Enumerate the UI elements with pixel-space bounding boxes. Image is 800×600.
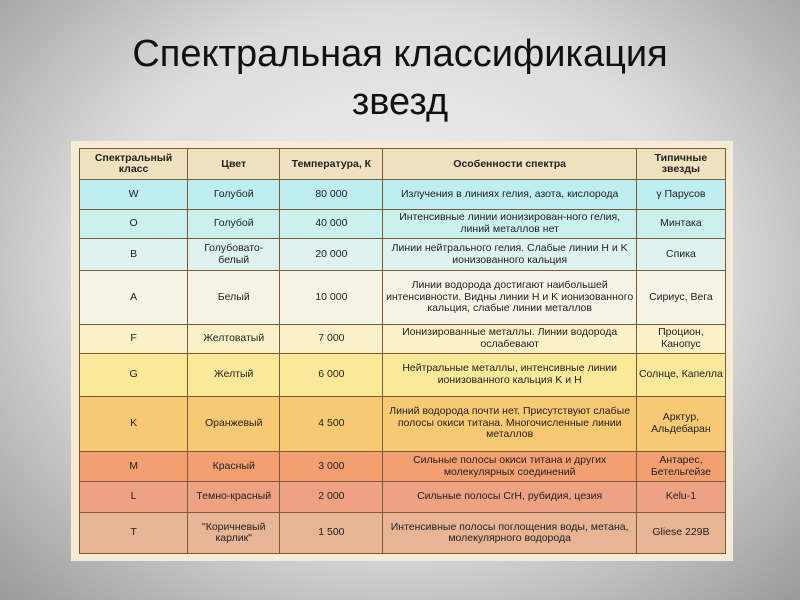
cell-color: Темно-красный — [188, 482, 280, 513]
slide-title-line-2: звезд — [351, 81, 449, 123]
cell-temperature: 2 000 — [280, 482, 383, 513]
cell-typical-stars: Kelu-1 — [636, 482, 725, 513]
table-body — [80, 180, 726, 554]
cell-temperature: 10 000 — [280, 270, 383, 324]
table-row — [80, 353, 726, 396]
cell-typical-stars: Арктур, Альдебаран — [636, 396, 725, 451]
cell-spectral-class: A — [80, 270, 188, 324]
cell-spectral-class: T — [80, 513, 188, 554]
cell-typical-stars: Антарес, Бетельгейзе — [636, 451, 725, 482]
header-typical-stars: Типичные звезды — [636, 149, 725, 180]
cell-typical-stars: Процион, Канопус — [636, 325, 725, 354]
table-row — [80, 396, 726, 451]
cell-color: Голубовато-белый — [188, 239, 280, 271]
header-color: Цвет — [188, 149, 280, 180]
table-row — [80, 482, 726, 513]
cell-typical-stars: Спика — [636, 239, 725, 271]
cell-typical-stars: γ Парусов — [636, 180, 725, 210]
slide-title — [0, 30, 800, 126]
cell-spectrum-features: Сильные полосы CrH, рубидия, цезия — [383, 482, 636, 513]
cell-spectral-class: L — [80, 482, 188, 513]
cell-spectral-class: K — [80, 396, 188, 451]
header-spectrum-features: Особенности спектра — [383, 149, 636, 180]
cell-color: Желтоватый — [188, 325, 280, 354]
slide-title-line-1: Спектральная классификация — [132, 33, 668, 75]
header-spectral-class: Спектральный класс — [80, 149, 188, 180]
cell-temperature: 80 000 — [280, 180, 383, 210]
cell-spectral-class: W — [80, 180, 188, 210]
cell-typical-stars: Минтака — [636, 209, 725, 239]
cell-spectrum-features: Сильные полосы окиси титана и других молекулярных соединений — [383, 451, 636, 482]
cell-color: Красный — [188, 451, 280, 482]
cell-spectral-class: G — [80, 353, 188, 396]
cell-typical-stars: Gliese 229B — [636, 513, 725, 554]
cell-spectral-class: B — [80, 239, 188, 271]
spectral-classification-table — [79, 148, 726, 554]
cell-temperature: 7 000 — [280, 325, 383, 354]
table-header-row — [80, 149, 726, 180]
cell-spectrum-features: Излучения в линиях гелия, азота, кислорода — [383, 180, 636, 210]
table-row — [80, 513, 726, 554]
table-row — [80, 180, 726, 210]
cell-typical-stars: Сириус, Вега — [636, 270, 725, 324]
cell-spectral-class: M — [80, 451, 188, 482]
cell-spectrum-features: Интенсивные линии ионизирован-ного гелия, линий металлов нет — [383, 209, 636, 239]
table-row — [80, 239, 726, 271]
cell-color: "Коричневый карлик" — [188, 513, 280, 554]
cell-color: Голубой — [188, 209, 280, 239]
table-row — [80, 325, 726, 354]
cell-color: Белый — [188, 270, 280, 324]
cell-spectrum-features: Интенсивные полосы поглощения воды, метана, молекулярного водорода — [383, 513, 636, 554]
cell-temperature: 20 000 — [280, 239, 383, 271]
cell-color: Оранжевый — [188, 396, 280, 451]
cell-color: Голубой — [188, 180, 280, 210]
cell-spectrum-features: Линий водорода почти нет. Присутствуют слабые полосы окиси титана. Многочисленные линии металлов — [383, 396, 636, 451]
cell-color: Желтый — [188, 353, 280, 396]
table-row — [80, 209, 726, 239]
cell-typical-stars: Солнце, Капелла — [636, 353, 725, 396]
cell-spectral-class: F — [80, 325, 188, 354]
header-temperature: Температура, К — [280, 149, 383, 180]
cell-temperature: 1 500 — [280, 513, 383, 554]
cell-temperature: 6 000 — [280, 353, 383, 396]
cell-spectrum-features: Ионизированные металлы. Линии водорода ослабевают — [383, 325, 636, 354]
cell-spectrum-features: Нейтральные металлы, интенсивные линии ионизованного кальция K и H — [383, 353, 636, 396]
cell-spectrum-features: Линии нейтрального гелия. Слабые линии H и K ионизованного кальция — [383, 239, 636, 271]
table-row — [80, 270, 726, 324]
table-row — [80, 451, 726, 482]
cell-temperature: 3 000 — [280, 451, 383, 482]
spectral-table-frame — [71, 141, 733, 561]
cell-temperature: 40 000 — [280, 209, 383, 239]
cell-spectral-class: O — [80, 209, 188, 239]
cell-temperature: 4 500 — [280, 396, 383, 451]
cell-spectrum-features: Линии водорода достигают наибольшей интенсивности. Видны линии H и K ионизованного кальция, слабые линии металлов — [383, 270, 636, 324]
